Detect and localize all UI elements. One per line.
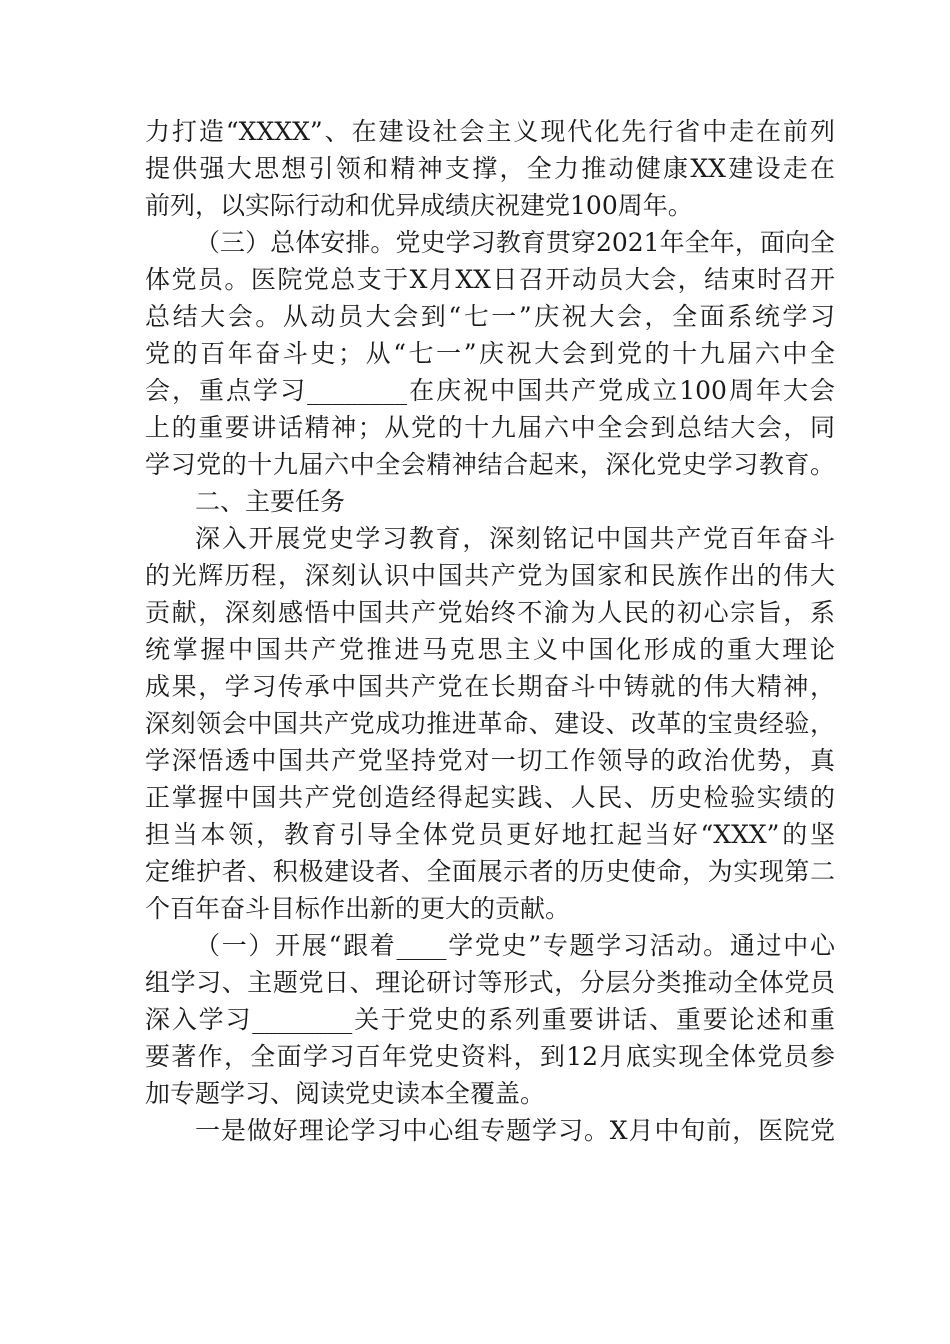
- paragraph-line: 成果，学习传承中国共产党在长期奋斗中铸就的伟大精神，: [145, 672, 835, 701]
- paragraph-line: 正掌握中国共产党创造经得起实践、人民、历史检验实绩的: [145, 783, 835, 812]
- paragraph-line: 统掌握中国共产党推进马克思主义中国化形成的重大理论: [145, 635, 835, 664]
- paragraph-line: 要著作，全面学习百年党史资料，到12月底实现全体党员参: [145, 1042, 835, 1071]
- paragraph-line: 体党员。医院党总支于X月XX日召开动员大会，结束时召开: [145, 265, 835, 294]
- paragraph-line: 个百年奋斗目标作出新的更大的贡献。: [145, 894, 571, 923]
- paragraph-line: 贡献，深刻感悟中国共产党始终不渝为人民的初心宗旨，系: [145, 598, 835, 627]
- paragraph-line: 深入开展党史学习教育，深刻铭记中国共产党百年奋斗: [195, 524, 835, 553]
- paragraph-line: 深刻领会中国共产党成功推进革命、建设、改革的宝贵经验，: [145, 709, 835, 738]
- paragraph-line: 深入学习________关于党史的系列重要讲话、重要论述和重: [145, 1005, 835, 1034]
- paragraph-line: 上的重要讲话精神；从党的十九届六中全会到总结大会，同: [145, 413, 835, 442]
- paragraph-line: 的光辉历程，深刻认识中国共产党为国家和民族作出的伟大: [145, 561, 835, 590]
- paragraph-line: 学深悟透中国共产党坚持党对一切工作领导的政治优势，真: [145, 746, 835, 775]
- paragraph-line: 总结大会。从动员大会到“七一”庆祝大会，全面系统学习: [145, 302, 835, 331]
- paragraph-line: 组学习、主题党日、理论研讨等形式，分层分类推动全体党员: [145, 968, 835, 997]
- paragraph-line: 力打造“XXXX”、在建设社会主义现代化先行省中走在前列: [145, 117, 835, 146]
- paragraph-line: 一是做好理论学习中心组专题学习。X月中旬前，医院党: [195, 1116, 835, 1145]
- paragraph-line: 加专题学习、阅读党史读本全覆盖。: [145, 1079, 546, 1108]
- paragraph-line: 会，重点学习________在庆祝中国共产党成立100周年大会: [145, 376, 835, 405]
- paragraph-line: 定维护者、积极建设者、全面展示者的历史使命，为实现第二: [145, 857, 835, 886]
- paragraph-line: 学习党的十九届六中全会精神结合起来，深化党史学习教育。: [145, 450, 835, 479]
- paragraph-line: 提供强大思想引领和精神支撑，全力推动健康XX建设走在: [145, 154, 835, 183]
- paragraph-line: （三）总体安排。党史学习教育贯穿2021年全年，面向全: [195, 228, 835, 257]
- section-heading: 二、主要任务: [195, 487, 346, 516]
- paragraph-line: 党的百年奋斗史；从“七一”庆祝大会到党的十九届六中全: [145, 339, 835, 368]
- subsection-heading-line: （一）开展“跟着____学党史”专题学习活动。通过中心: [195, 931, 835, 960]
- paragraph-line: 前列，以实际行动和优异成绩庆祝建党100周年。: [145, 191, 693, 220]
- document-body: [145, 113, 835, 1149]
- paragraph-line: 担当本领，教育引导全体党员更好地扛起当好“XXX”的坚: [145, 820, 835, 849]
